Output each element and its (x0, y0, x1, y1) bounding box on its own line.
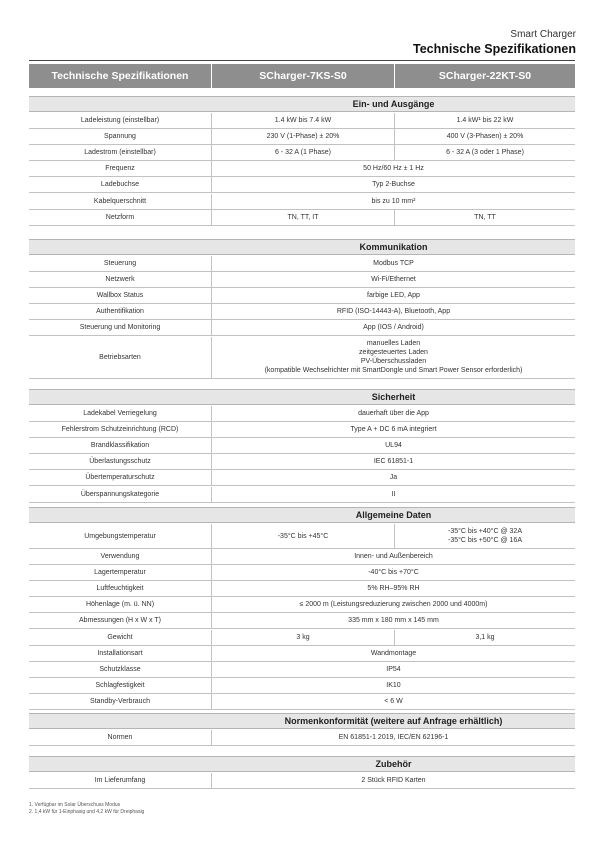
row-value: 50 Hz/60 Hz ± 1 Hz (363, 165, 424, 173)
row-value: Type A + DC 6 mA integriert (350, 426, 437, 434)
row-value: IK10 (386, 681, 401, 689)
row-value-line: -35°C bis +50°C @ 16A (448, 537, 522, 544)
row-value: Wandmontage (370, 649, 417, 657)
row-value-7ks: TN, TT, IT (212, 210, 395, 225)
section-title: Allgemeine Daten (355, 510, 432, 520)
table-row (29, 129, 575, 145)
row-label: Umgebungstemperatur (29, 524, 212, 548)
table-row (29, 422, 575, 438)
row-label: Normen (29, 730, 212, 745)
section-header (29, 756, 575, 772)
table-row (29, 581, 575, 597)
row-label: Schlagfestigkeit (29, 678, 212, 693)
table-row (29, 597, 575, 613)
row-label: Netzform (29, 210, 212, 225)
row-label: Höhenlage (m. ü. NN) (29, 597, 212, 612)
row-label: Betriebsarten (29, 337, 212, 378)
row-value-7ks: -35°C bis +45°C (212, 524, 395, 548)
row-value-line: PV-Überschussladen (360, 358, 427, 365)
row-value-22kt: 400 V (3-Phasen) ± 20% (446, 133, 524, 141)
row-value: 2 Stück RFID Karten (361, 777, 426, 785)
section-title: Kommunikation (359, 242, 428, 252)
row-value-lines (265, 339, 523, 375)
header-subtitle: Smart Charger (510, 29, 576, 40)
table-row (29, 613, 575, 629)
row-label: Gewicht (29, 630, 212, 645)
row-label: Authentifikation (29, 304, 212, 319)
table-row (29, 161, 575, 177)
row-value: < 6 W (384, 697, 403, 705)
row-value: UL94 (385, 442, 402, 450)
row-value: -40°C bis +70°C (368, 569, 419, 577)
table-row (29, 678, 575, 694)
table-row (29, 565, 575, 581)
row-label: Steuerung (29, 256, 212, 271)
row-value: Innen- und Außenbereich (354, 553, 433, 561)
table-row (29, 194, 575, 210)
section-title: Ein- und Ausgänge (352, 99, 435, 109)
row-label: Frequenz (29, 161, 212, 176)
row-label: Ladekabel Verriegelung (29, 406, 212, 421)
row-value: Modbus TCP (373, 260, 414, 268)
table-row (29, 549, 575, 565)
table-row (29, 646, 575, 662)
page-header (413, 28, 576, 57)
row-value-line: -35°C bis +40°C @ 32A (448, 528, 522, 535)
row-value-7ks: 1.4 kW bis 7.4 kW (212, 113, 395, 128)
row-label: Brandklassifikation (29, 438, 212, 453)
row-value: Ja (389, 474, 398, 482)
table-row (29, 256, 575, 272)
section-header (29, 389, 575, 405)
row-label: Verwendung (29, 549, 212, 564)
section-header (29, 713, 575, 729)
row-value-7ks: 6 - 32 A (1 Phase) (212, 145, 395, 160)
column-header-7ks: SCharger-7KS-S0 (212, 64, 394, 88)
table-row (29, 272, 575, 288)
table-row (29, 438, 575, 454)
row-label: Lagertemperatur (29, 565, 212, 580)
section-title: Sicherheit (371, 392, 416, 402)
row-label: Im Lieferumfang (29, 773, 212, 788)
row-value-7ks: 230 V (1-Phase) ± 20% (212, 129, 395, 144)
table-row (29, 113, 575, 129)
footnote-1: 1. Verfügbar im Solar Überschuss Modus (29, 802, 121, 808)
table-row (29, 210, 575, 226)
row-value-7ks: 3 kg (212, 630, 395, 645)
row-value: IP54 (386, 665, 401, 673)
row-value-line: zeitgesteuertes Laden (359, 349, 428, 356)
row-label: Ladestrom (einstellbar) (29, 145, 212, 160)
column-header-22kt: SCharger-22KT-S0 (395, 64, 575, 88)
row-value-22kt: 1.4 kW¹ bis 22 kW (456, 117, 514, 125)
footnote-2: 2. 1,4 kW für 1-Einphasig und 4,2 kW für Dreiphasig (29, 809, 145, 815)
row-value: EN 61851-1 2019, IEC/EN 62196-1 (338, 734, 449, 742)
section-title: Normenkonformität (weitere auf Anfrage erhältlich) (284, 716, 503, 726)
table-row (29, 694, 575, 710)
table-row (29, 773, 575, 789)
table-row (29, 662, 575, 678)
table-row (29, 524, 575, 549)
row-value: 5% RH–95% RH (367, 585, 420, 593)
row-value: App (IOS / Android) (363, 324, 424, 332)
table-row (29, 337, 575, 379)
row-value: 335 mm x 180 mm x 145 mm (348, 617, 439, 625)
row-value-lines (448, 527, 522, 545)
row-value: bis zu 10 mm² (371, 197, 416, 205)
table-row (29, 406, 575, 422)
row-value: dauerhaft über die App (358, 410, 429, 418)
row-label: Netzwerk (29, 272, 212, 287)
row-label: Abmessungen (H x W x T) (29, 613, 212, 628)
row-label: Schutzklasse (29, 662, 212, 677)
row-value (212, 337, 575, 378)
row-label: Übertemperaturschutz (29, 470, 212, 485)
row-label: Kabelquerschnitt (29, 194, 212, 209)
row-value-line: manuelles Laden (366, 340, 421, 347)
row-label: Installationsart (29, 646, 212, 661)
section-header (29, 239, 575, 255)
row-label: Ladeleistung (einstellbar) (29, 113, 212, 128)
table-row (29, 304, 575, 320)
row-value: IEC 61851-1 (373, 458, 414, 466)
row-value: RFID (ISO-14443-A), Bluetooth, App (336, 308, 451, 316)
row-value-22kt: 3,1 kg (475, 633, 495, 641)
footnotes (29, 802, 144, 816)
table-row (29, 288, 575, 304)
row-label: Steuerung und Monitoring (29, 320, 212, 335)
table-row (29, 145, 575, 161)
row-label: Wallbox Status (29, 288, 212, 303)
row-label: Luftfeuchtigkeit (29, 581, 212, 596)
row-label: Überspannungskategorie (29, 487, 212, 502)
row-value-line: (kompatible Wechselrichter mit SmartDongle und Smart Power Sensor erforderlich) (264, 367, 523, 374)
header-divider (29, 60, 575, 61)
row-value: farbige LED, App (367, 292, 420, 300)
table-row (29, 177, 575, 193)
row-label: Ladebuchse (29, 177, 212, 192)
row-label: Fehlerstrom Schutzeinrichtung (RCD) (29, 422, 212, 437)
column-header-spec: Technische Spezifikationen (29, 64, 211, 88)
table-row (29, 487, 575, 503)
section-header (29, 507, 575, 523)
row-value-22kt: 6 - 32 A (3 oder 1 Phase) (446, 149, 524, 157)
table-row (29, 454, 575, 470)
row-value: Wi-Fi/Ethernet (371, 276, 416, 284)
section-header (29, 96, 575, 112)
table-row (29, 630, 575, 646)
row-label: Spannung (29, 129, 212, 144)
header-title: Technische Spezifikationen (412, 42, 576, 56)
column-header-row (29, 64, 575, 88)
row-label: Überlastungsschutz (29, 454, 212, 469)
table-row (29, 730, 575, 746)
row-value-22kt (395, 524, 575, 548)
row-value-22kt: TN, TT (474, 213, 496, 221)
table-row (29, 470, 575, 486)
table-row (29, 320, 575, 336)
row-label: Standby-Verbrauch (29, 694, 212, 709)
section-title: Zubehör (375, 759, 412, 769)
row-value: ≤ 2000 m (Leistungsreduzierung zwischen 2000 und 4000m) (299, 601, 488, 609)
row-value: Typ 2-Buchse (372, 181, 415, 189)
row-value: II (391, 490, 396, 498)
